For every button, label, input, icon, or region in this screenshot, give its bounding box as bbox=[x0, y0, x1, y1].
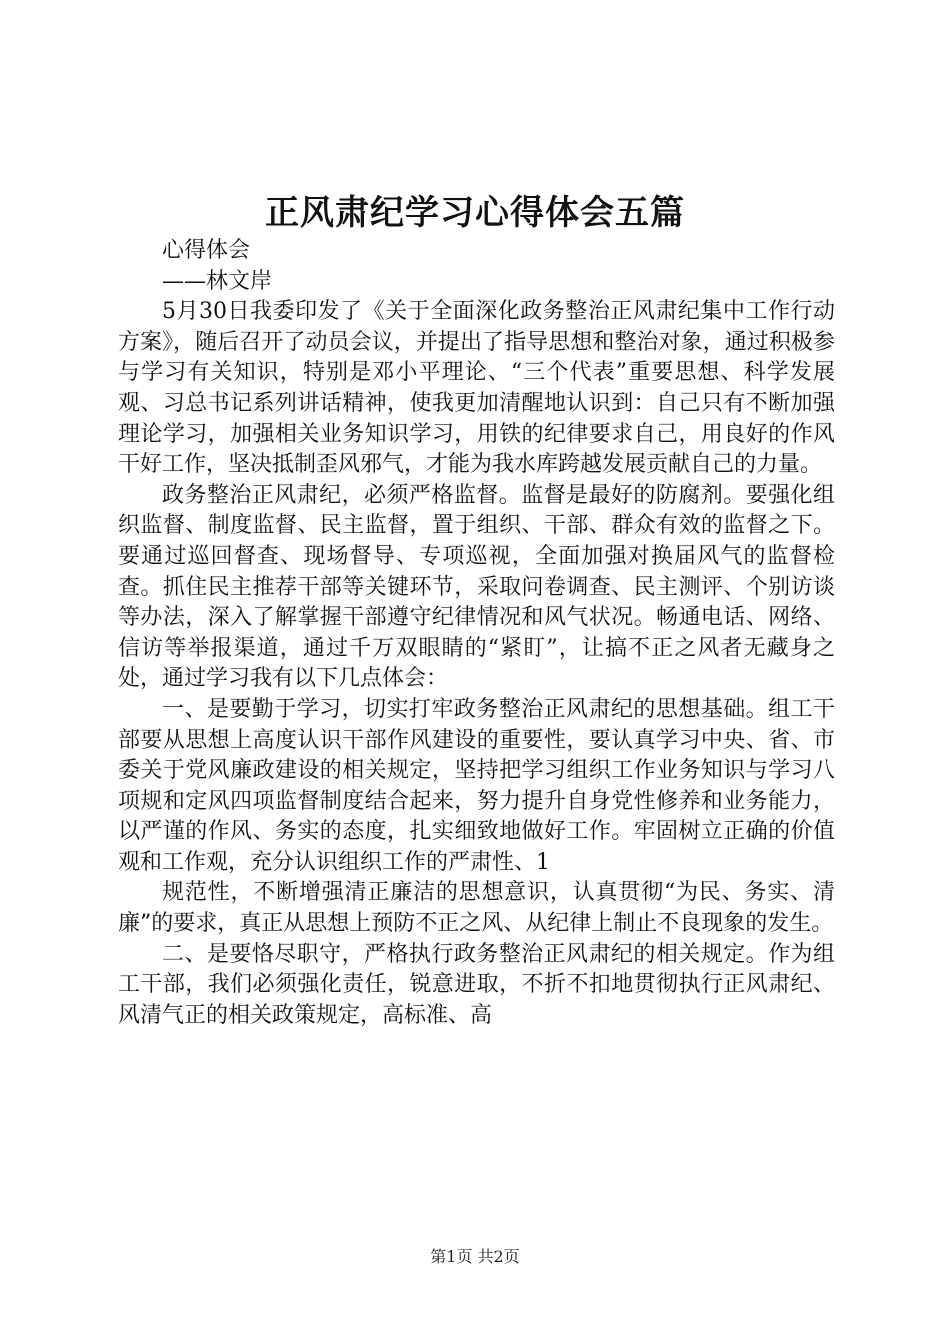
document-title: 正风肃纪学习心得体会五篇 bbox=[265, 193, 685, 233]
paragraph: 一、是要勤于学习，切实打牢政务整治正风肃纪的思想基础。组工干部要从思想上高度认识干部作风建设的重要性，要认真学习中央、省、市委关于党风廉政建设的相关规定，坚持把学习组织工作业务知识与学习八项规和定风四项监督制度结合起来，努力提升自身党性修养和业务能力，以严谨的作风、务实的态度，扎实细致地做好工作。牢固树立正确的价值观和工作观，充分认识组织工作的严肃性、1 bbox=[118, 696, 835, 875]
paragraph: 5月30日我委印发了《关于全面深化政务整治正风肃纪集中工作行动方案》，随后召开了动员会议，并提出了指导思想和整治对象，通过积极参与学习有关知识，特别是邓小平理论、“三个代表”重要思想、科学发展观、习总书记系列讲话精神，使我更加清醒地认识到：自己只有不断加强理论学习，加强相关业务知识学习，用铁的纪律要求自己，用良好的作风干好工作，坚决抵制歪风邪气，才能为我水库跨越发展贡献自己的力量。 bbox=[118, 299, 835, 478]
paragraph: 规范性，不断增强清正廉洁的思想意识，认真贯彻“为民、务实、清廉”的要求，真正从思想上预防不正之风、从纪律上制止不良现象的发生。 bbox=[118, 880, 835, 937]
paragraph: 政务整治正风肃纪，必须严格监督。监督是最好的防腐剂。要强化组织监督、制度监督、民主监督，置于组织、干部、群众有效的监督之下。要通过巡回督查、现场督导、专项巡视，全面加强对换届风气的监督检查。抓住民主推荐干部等关键环节，采取问卷调查、民主测评、个别访谈等办法，深入了解掌握干部遵守纪律情况和风气状况。畅通电话、网络、信访等举报渠道，通过千万双眼睛的“紧盯”，让搞不正之风者无藏身之处，通过学习我有以下几点体会： bbox=[118, 482, 835, 692]
paragraph: 二、是要恪尽职守，严格执行政务整治正风肃纪的相关规定。作为组工干部，我们必须强化责任，锐意进取，不折不扣地贯彻执行正风肃纪、风清气正的相关政策规定，高标准、高 bbox=[118, 941, 835, 1028]
paragraph-author: ——林文岸 bbox=[162, 268, 273, 294]
page-footer: 第1页 共2页 bbox=[430, 1247, 520, 1266]
document-body bbox=[118, 236, 835, 1031]
paragraph-heading: 心得体会 bbox=[162, 238, 251, 263]
